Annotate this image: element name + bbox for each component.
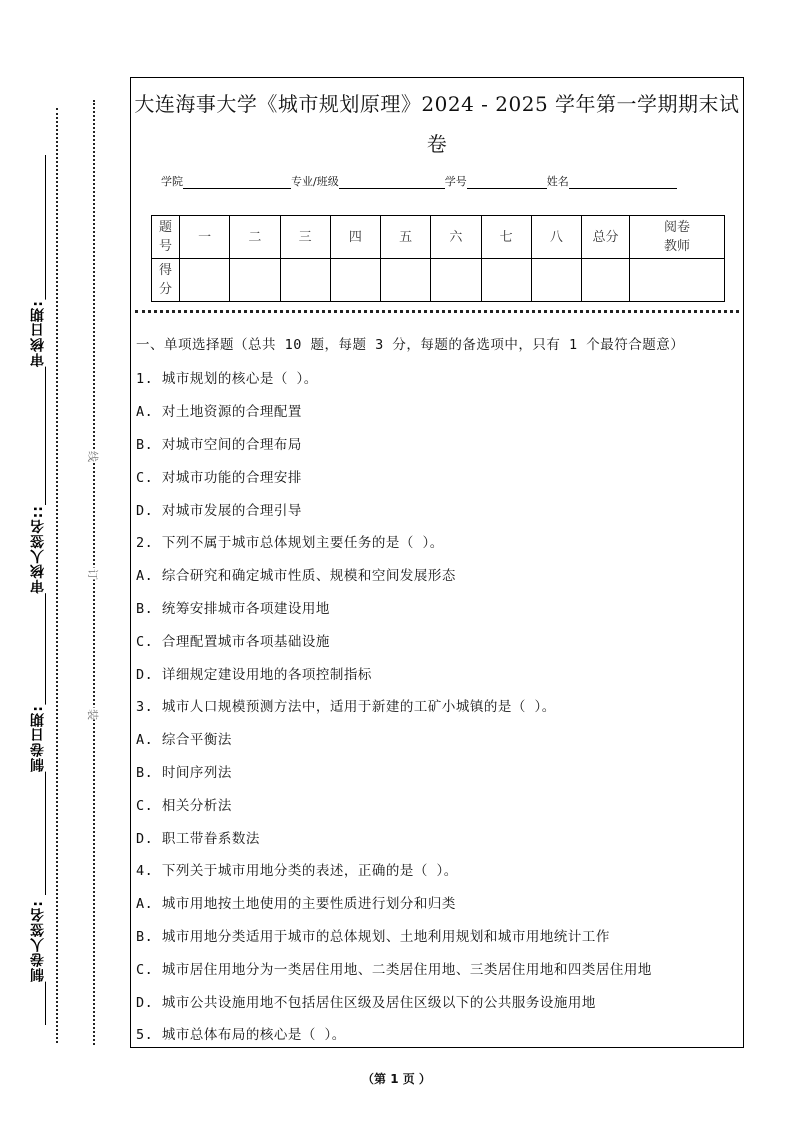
score-cell-total[interactable]: [582, 259, 630, 302]
question-4-option-a: A. 城市用地按土地使用的主要性质进行划分和归类: [136, 896, 456, 912]
score-cell-2[interactable]: [230, 259, 280, 302]
college-label: 学院: [161, 175, 183, 188]
exam-title: 大连海事大学《城市规划原理》2024 - 2025 学年第一学期期末试: [134, 92, 740, 116]
score-table-header-row: [152, 216, 725, 259]
score-header: 得 分: [152, 259, 180, 302]
exam-paper: [130, 77, 744, 1048]
score-cell-6[interactable]: [431, 259, 481, 302]
question-3-option-a: A. 综合平衡法: [136, 732, 232, 748]
question-2-option-b: B. 统筹安排城市各项建设用地: [136, 601, 330, 617]
question-2-stem: 2. 下列不属于城市总体规划主要任务的是（ ）。: [136, 535, 444, 551]
score-cell-1[interactable]: [180, 259, 230, 302]
signature-line-3: [45, 590, 46, 705]
col-1: 一: [180, 216, 230, 259]
student-info-row: [161, 173, 677, 189]
score-cell-7[interactable]: [481, 259, 531, 302]
question-1-option-d: D. 对城市发展的合理引导: [136, 503, 302, 519]
col-6: 六: [431, 216, 481, 259]
inner-dotted-line: [56, 108, 58, 1043]
question-1-option-b: B. 对城市空间的合理布局: [136, 437, 302, 453]
signature-line-1: [45, 155, 46, 300]
question-4-option-b: B. 城市用地分类适用于城市的总体规划、土地利用规划和城市用地统计工作: [136, 929, 610, 945]
major-class-field[interactable]: [339, 176, 445, 189]
name-label: 姓名: [546, 175, 569, 188]
question-1-stem: 1. 城市规划的核心是（ ）。: [136, 371, 318, 387]
college-field[interactable]: [183, 176, 291, 189]
col-8: 八: [531, 216, 581, 259]
question-5-stem: 5. 城市总体布局的核心是（ ）。: [136, 1027, 346, 1043]
col-7: 七: [481, 216, 531, 259]
col-5: 五: [381, 216, 431, 259]
exam-title-continued: 卷: [426, 132, 448, 156]
score-cell-8[interactable]: [531, 259, 581, 302]
review-date-label: 审核日期:: [30, 300, 46, 367]
question-4-stem: 4. 下列关于城市用地分类的表述，正确的是（ ）。: [136, 863, 458, 879]
question-3-stem: 3. 城市人口规模预测方法中，适用于新建的工矿小城镇的是（ ）。: [136, 699, 556, 715]
question-4-option-d: D. 城市公共设施用地不包括居住区级及居住区级以下的公共服务设施用地: [136, 995, 596, 1011]
page-number: （第 1 页 ）: [362, 1072, 431, 1086]
binding-mark-line: 线: [87, 449, 99, 463]
score-cell-5[interactable]: [381, 259, 431, 302]
name-field[interactable]: [569, 176, 677, 189]
col-3: 三: [280, 216, 330, 259]
question-3-option-d: D. 职工带眷系数法: [136, 831, 260, 847]
col-4: 四: [330, 216, 380, 259]
paper-author-signature-label: 制卷人签名:: [30, 900, 46, 982]
question-2-option-a: A. 综合研究和确定城市性质、规模和空间发展形态: [136, 568, 456, 584]
col-total: 总分: [582, 216, 630, 259]
binding-mark-bind: 装: [87, 707, 99, 721]
major-class-label: 专业/班级: [291, 175, 339, 188]
reviewer-signature-label: 审核人签名::: [30, 505, 46, 594]
col-2: 二: [230, 216, 280, 259]
score-cell-grader[interactable]: [630, 259, 725, 302]
signature-line-4: [45, 765, 46, 895]
question-number-header: 题 号: [152, 216, 180, 259]
question-4-option-c: C. 城市居住用地分为一类居住用地、二类居住用地、三类居住用地和四类居住用地: [136, 962, 652, 978]
question-1-option-a: A. 对土地资源的合理配置: [136, 404, 302, 420]
section-heading: 一、单项选择题（总共 10 题，每题 3 分，每题的备选项中，只有 1 个最符合题意）: [136, 337, 685, 353]
question-1-option-c: C. 对城市功能的合理安排: [136, 470, 302, 486]
score-table: [151, 215, 725, 302]
question-3-option-b: B. 时间序列法: [136, 765, 232, 781]
student-id-label: 学号: [444, 175, 467, 188]
question-3-option-c: C. 相关分析法: [136, 798, 232, 814]
score-cell-3[interactable]: [280, 259, 330, 302]
signature-line-2: [45, 360, 46, 505]
question-2-option-d: D. 详细规定建设用地的各项控制指标: [136, 667, 372, 683]
student-id-field[interactable]: [467, 176, 547, 189]
score-cell-4[interactable]: [330, 259, 380, 302]
paper-date-label: 制卷日期:: [30, 705, 46, 772]
binding-mark-staple: 订: [87, 567, 99, 581]
col-grader: 阅卷 教师: [630, 216, 725, 259]
score-table-score-row: [152, 259, 725, 302]
dotted-divider: [135, 310, 739, 313]
question-2-option-c: C. 合理配置城市各项基础设施: [136, 634, 330, 650]
